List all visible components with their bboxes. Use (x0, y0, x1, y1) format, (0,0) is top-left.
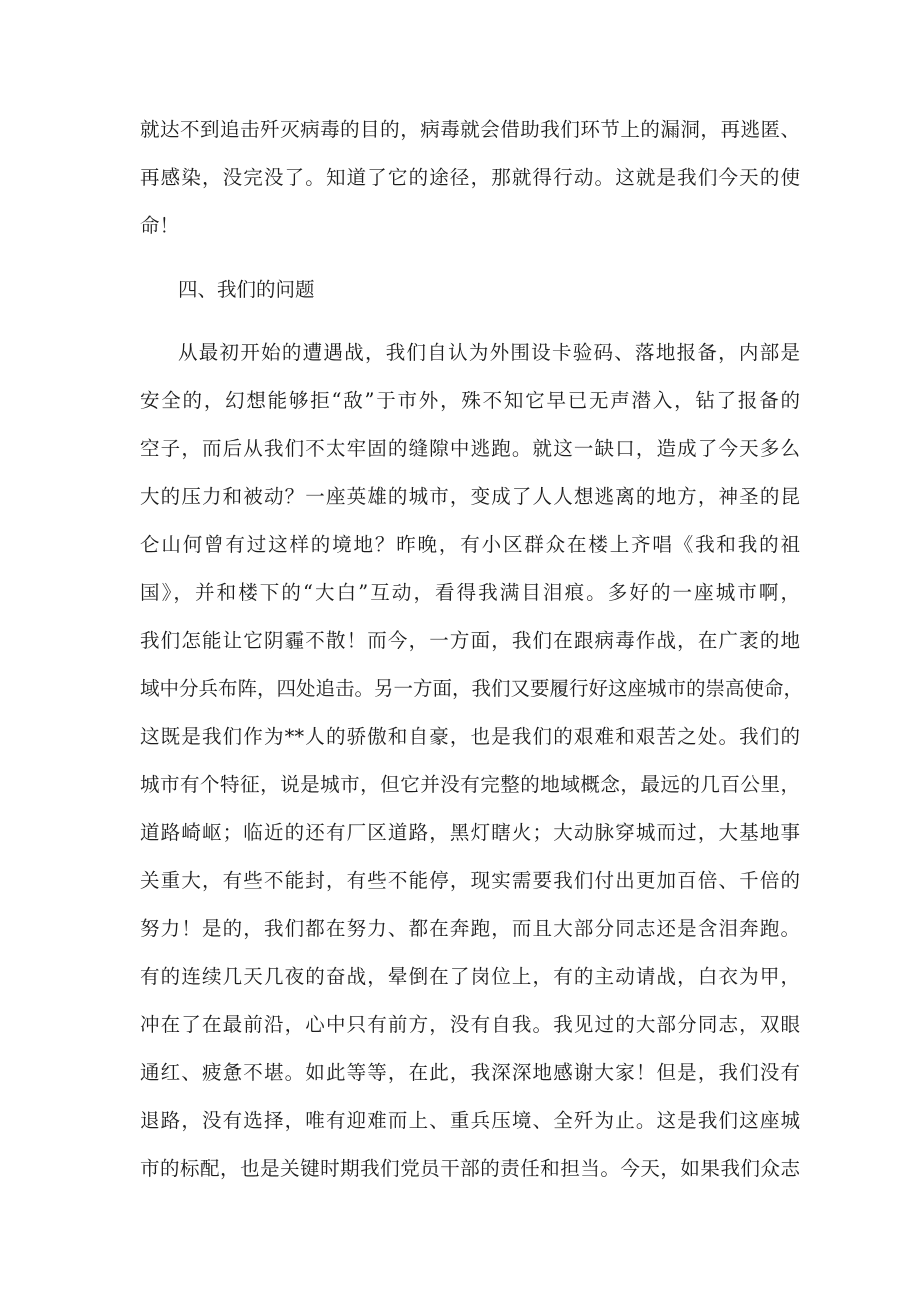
paragraph-1-line-2: 再感染，没完没了。知道了它的途径，那就得行动。这就是我们今天的使 (140, 166, 800, 189)
paragraph-2-line-3: 空子，而后从我们不太牢固的缝隙中逃跑。就这一缺口，造成了今天多么 (140, 437, 800, 460)
paragraph-2-line-4: 大的压力和被动？一座英雄的城市，变成了人人想逃离的地方，神圣的昆 (140, 485, 800, 508)
paragraph-2-line-2: 安全的，幻想能够拒“敌”于市外，殊不知它早已无声潜入，钻了报备的 (140, 389, 800, 412)
section-heading: 四、我们的问题 (178, 278, 315, 301)
paragraph-2-line-13: 努力！是的，我们都在努力、都在奔跑，而且大部分同志还是含泪奔跑。 (140, 917, 800, 940)
paragraph-2-line-15: 冲在了在最前沿，心中只有前方，没有自我。我见过的大部分同志，双眼 (140, 1013, 800, 1036)
paragraph-2-line-6: 国》，并和楼下的“大白”互动，看得我满目泪痕。多好的一座城市啊， (140, 581, 800, 604)
paragraph-2-line-16: 通红、疲惫不堪。如此等等，在此，我深深地感谢大家！但是，我们没有 (140, 1061, 800, 1084)
paragraph-2-line-9: 这既是我们作为**人的骄傲和自豪，也是我们的艰难和艰苦之处。我们的 (140, 725, 800, 748)
paragraph-2-line-10: 城市有个特征，说是城市，但它并没有完整的地域概念，最远的几百公里， (140, 773, 800, 796)
paragraph-2-line-8: 域中分兵布阵，四处追击。另一方面，我们又要履行好这座城市的崇高使命， (140, 677, 804, 700)
paragraph-2-line-11: 道路崎岖；临近的还有厂区道路，黑灯瞎火；大动脉穿城而过，大基地事 (140, 821, 800, 844)
paragraph-2-line-18: 市的标配，也是关键时期我们党员干部的责任和担当。今天，如果我们众志 (140, 1157, 800, 1180)
paragraph-2-line-14: 有的连续几天几夜的奋战，晕倒在了岗位上，有的主动请战，白衣为甲， (140, 965, 800, 988)
paragraph-2-line-12: 关重大，有些不能封，有些不能停，现实需要我们付出更加百倍、千倍的 (140, 869, 800, 892)
paragraph-1-line-1: 就达不到追击歼灭病毒的目的，病毒就会借助我们环节上的漏洞，再逃匿、 (140, 118, 800, 141)
paragraph-2-line-17: 退路，没有选择，唯有迎难而上、重兵压境、全歼为止。这是我们这座城 (140, 1109, 800, 1132)
paragraph-2-line-1: 从最初开始的遭遇战，我们自认为外围设卡验码、落地报备，内部是 (178, 341, 800, 364)
paragraph-1-line-3: 命！ (140, 214, 180, 237)
paragraph-2-line-5: 仑山何曾有过这样的境地？昨晚，有小区群众在楼上齐唱《我和我的祖 (140, 533, 800, 556)
paragraph-2-line-7: 我们怎能让它阴霾不散！而今，一方面，我们在跟病毒作战，在广袤的地 (140, 629, 800, 652)
